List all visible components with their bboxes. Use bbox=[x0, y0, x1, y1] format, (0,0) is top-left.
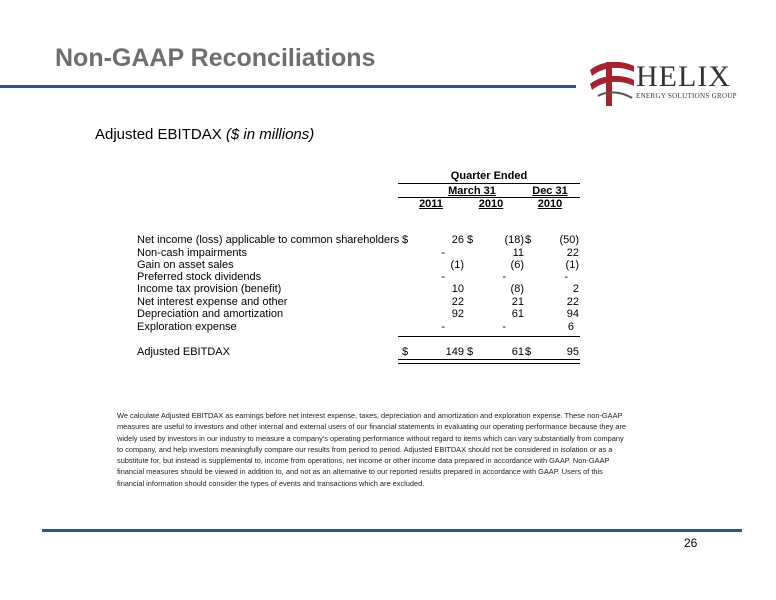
value-cell: - bbox=[502, 271, 506, 283]
row-label: Preferred stock dividends bbox=[137, 271, 262, 283]
row-label: Exploration expense bbox=[137, 321, 237, 333]
value-cell: 95 bbox=[566, 346, 579, 358]
currency-symbol: $ bbox=[402, 234, 409, 246]
value-cell: 61 bbox=[511, 308, 524, 320]
currency-symbol: $ bbox=[467, 346, 474, 358]
currency-symbol: $ bbox=[525, 346, 532, 358]
row-label: Gain on asset sales bbox=[137, 259, 234, 271]
value-cell: 92 bbox=[451, 308, 464, 320]
currency-symbol: $ bbox=[402, 346, 409, 358]
value-cell: 10 bbox=[451, 283, 464, 295]
title-divider bbox=[0, 85, 576, 88]
quarter-ended-header: Quarter Ended bbox=[398, 170, 580, 184]
value-cell: (6) bbox=[510, 259, 524, 271]
page-number: 26 bbox=[684, 536, 698, 550]
value-cell: - bbox=[441, 247, 445, 259]
row-label: Net interest expense and other bbox=[137, 296, 288, 308]
value-cell: 21 bbox=[511, 296, 524, 308]
table-row bbox=[137, 234, 607, 247]
value-cell: (1) bbox=[450, 259, 464, 271]
row-label: Adjusted EBITDAX bbox=[137, 346, 230, 358]
subtitle-units: ($ in millions) bbox=[225, 126, 315, 143]
logo-tagline: ENERGY SOLUTIONS GROUP bbox=[636, 92, 737, 100]
subtitle-main: Adjusted EBITDAX bbox=[95, 126, 222, 143]
value-cell: - bbox=[441, 271, 445, 283]
table-row bbox=[137, 321, 607, 334]
value-cell: - bbox=[564, 271, 568, 283]
footer-divider bbox=[42, 529, 742, 532]
value-cell: 22 bbox=[566, 296, 579, 308]
value-cell: (50) bbox=[559, 234, 579, 246]
table-subtitle bbox=[95, 126, 314, 143]
value-cell: 6 bbox=[567, 321, 574, 333]
value-cell: 11 bbox=[512, 247, 524, 259]
value-cell: - bbox=[502, 321, 506, 333]
row-label: Non-cash impairments bbox=[137, 247, 248, 259]
row-label: Income tax provision (benefit) bbox=[137, 283, 282, 295]
year-header-2: 2010 bbox=[478, 198, 504, 210]
value-cell: - bbox=[441, 321, 445, 333]
value-cell: 22 bbox=[451, 296, 464, 308]
value-cell: (8) bbox=[510, 283, 524, 295]
logo-wordmark: HELIX bbox=[636, 60, 731, 93]
currency-symbol: $ bbox=[525, 234, 532, 246]
value-cell: 94 bbox=[566, 308, 579, 320]
total-double-rule bbox=[398, 359, 580, 364]
footnote-text: We calculate Adjusted EBITDAX as earnings before net interest expense, taxes, depreciation and amortization and exploration expense. These non-GAAP measures are useful to investors and other internal and external users of our financial statements in evaluating our operating performance because they are widely used by investors in our industry to measure a company's operating performance without regard to items which can vary substantially from company to company, and help investors meaningfully compare our results from period to period. Adjusted EBITDAX should not be considered in isolation or as a substitute for, but instead is supplemental to, income from operations, net income or other income data prepared in accordance with GAAP. Non-GAAP financial measures should be viewed in addition to, and not as an alternative to our reported results prepared in accordance with GAAP. Users of this financial information should consider the types of events and transactions which are excluded. bbox=[117, 411, 627, 488]
value-cell: (18) bbox=[504, 234, 524, 246]
value-cell: 2 bbox=[572, 283, 579, 295]
year-header-3: 2010 bbox=[537, 198, 563, 210]
table-row bbox=[137, 308, 607, 321]
value-cell: 26 bbox=[451, 234, 464, 246]
subtotal-rule bbox=[398, 336, 580, 337]
value-cell: 149 bbox=[445, 346, 464, 358]
slide-title: Non-GAAP Reconciliations bbox=[55, 44, 376, 72]
period-header-march: March 31 bbox=[448, 185, 496, 197]
value-cell: (1) bbox=[565, 259, 579, 271]
value-cell: 22 bbox=[566, 247, 579, 259]
value-cell: 61 bbox=[511, 346, 524, 358]
table-row bbox=[137, 283, 607, 296]
table-row-total bbox=[137, 346, 607, 359]
row-label: Depreciation and amortization bbox=[137, 308, 284, 320]
row-label: Net income (loss) applicable to common shareholders bbox=[137, 234, 400, 246]
currency-symbol: $ bbox=[467, 234, 474, 246]
period-header-dec: Dec 31 bbox=[532, 185, 568, 197]
year-header-1: 2011 bbox=[419, 198, 443, 210]
